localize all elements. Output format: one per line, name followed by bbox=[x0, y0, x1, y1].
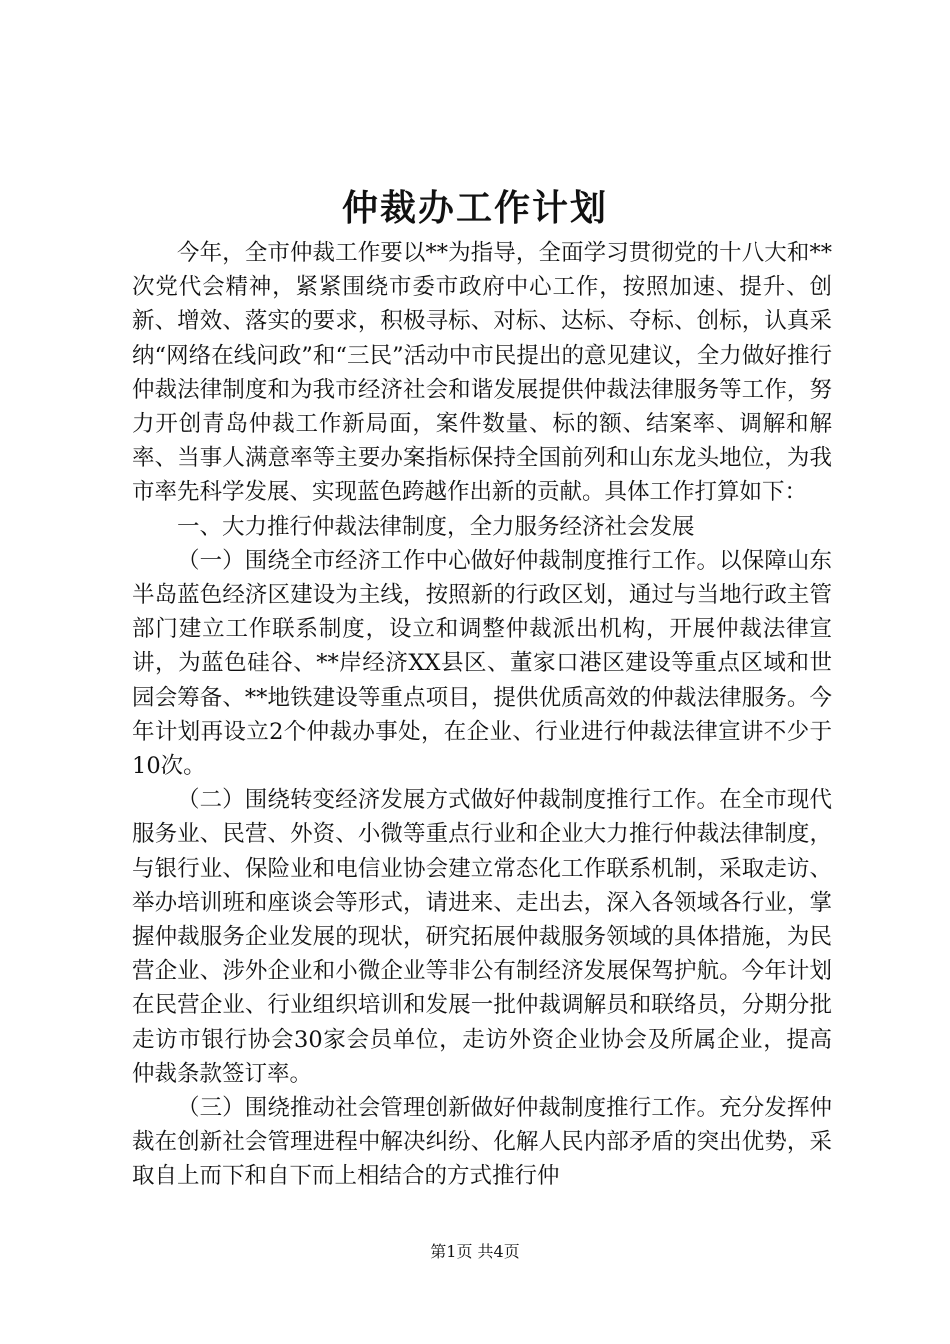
section-heading-1: 一、大力推行仲裁法律制度，全力服务经济社会发展 bbox=[177, 513, 695, 540]
document-body bbox=[132, 236, 832, 1194]
paragraph-item-3: （三）围绕推动社会管理创新做好仲裁制度推行工作。充分发挥仲裁在创新社会管理进程中解决纠纷、化解人民内部矛盾的突出优势，采取自上而下和自下而上相结合的方式推行仲 bbox=[132, 1095, 832, 1190]
paragraph-item-1: （一）围绕全市经济工作中心做好仲裁制度推行工作。以保障山东半岛蓝色经济区建设为主线，按照新的行政区划，通过与当地行政主管部门建立工作联系制度，设立和调整仲裁派出机构，开展仲裁法律宣讲，为蓝色硅谷、**岸经济XX县区、董家口港区建设等重点区域和世园会筹备、**地铁建设等重点项目，提供优质高效的仲裁法律服务。今年计划再设立2个仲裁办事处，在企业、行业进行仲裁法律宣讲不少于10次。 bbox=[132, 547, 832, 780]
paragraph-item-2: （二）围绕转变经济发展方式做好仲裁制度推行工作。在全市现代服务业、民营、外资、小微等重点行业和企业大力推行仲裁法律制度，与银行业、保险业和电信业协会建立常态化工作联系机制，采取走访、举办培训班和座谈会等形式，请进来、走出去，深入各领域各行业，掌握仲裁服务企业发展的现状，研究拓展仲裁服务领域的具体措施，为民营企业、涉外企业和小微企业等非公有制经济发展保驾护航。今年计划在民营企业、行业组织培训和发展一批仲裁调解员和联络员，分期分批走访市银行协会30家会员单位，走访外资企业协会及所属企业，提高仲裁条款签订率。 bbox=[132, 787, 832, 1087]
document-title: 仲裁办工作计划 bbox=[341, 187, 608, 229]
page-footer: 第1页 共4页 bbox=[430, 1242, 520, 1261]
paragraph-intro: 今年，全市仲裁工作要以**为指导，全面学习贯彻党的十八大和**次党代会精神，紧紧围绕市委市政府中心工作，按照加速、提升、创新、增效、落实的要求，积极寻标、对标、达标、夺标、创标，认真采纳“网络在线问政”和“三民”活动中市民提出的意见建议，全力做好推行仲裁法律制度和为我市经济社会和谐发展提供仲裁法律服务等工作，努力开创青岛仲裁工作新局面，案件数量、标的额、结案率、调解和解率、当事人满意率等主要办案指标保持全国前列和山东龙头地位，为我市率先科学发展、实现蓝色跨越作出新的贡献。具体工作打算如下： bbox=[132, 240, 832, 506]
